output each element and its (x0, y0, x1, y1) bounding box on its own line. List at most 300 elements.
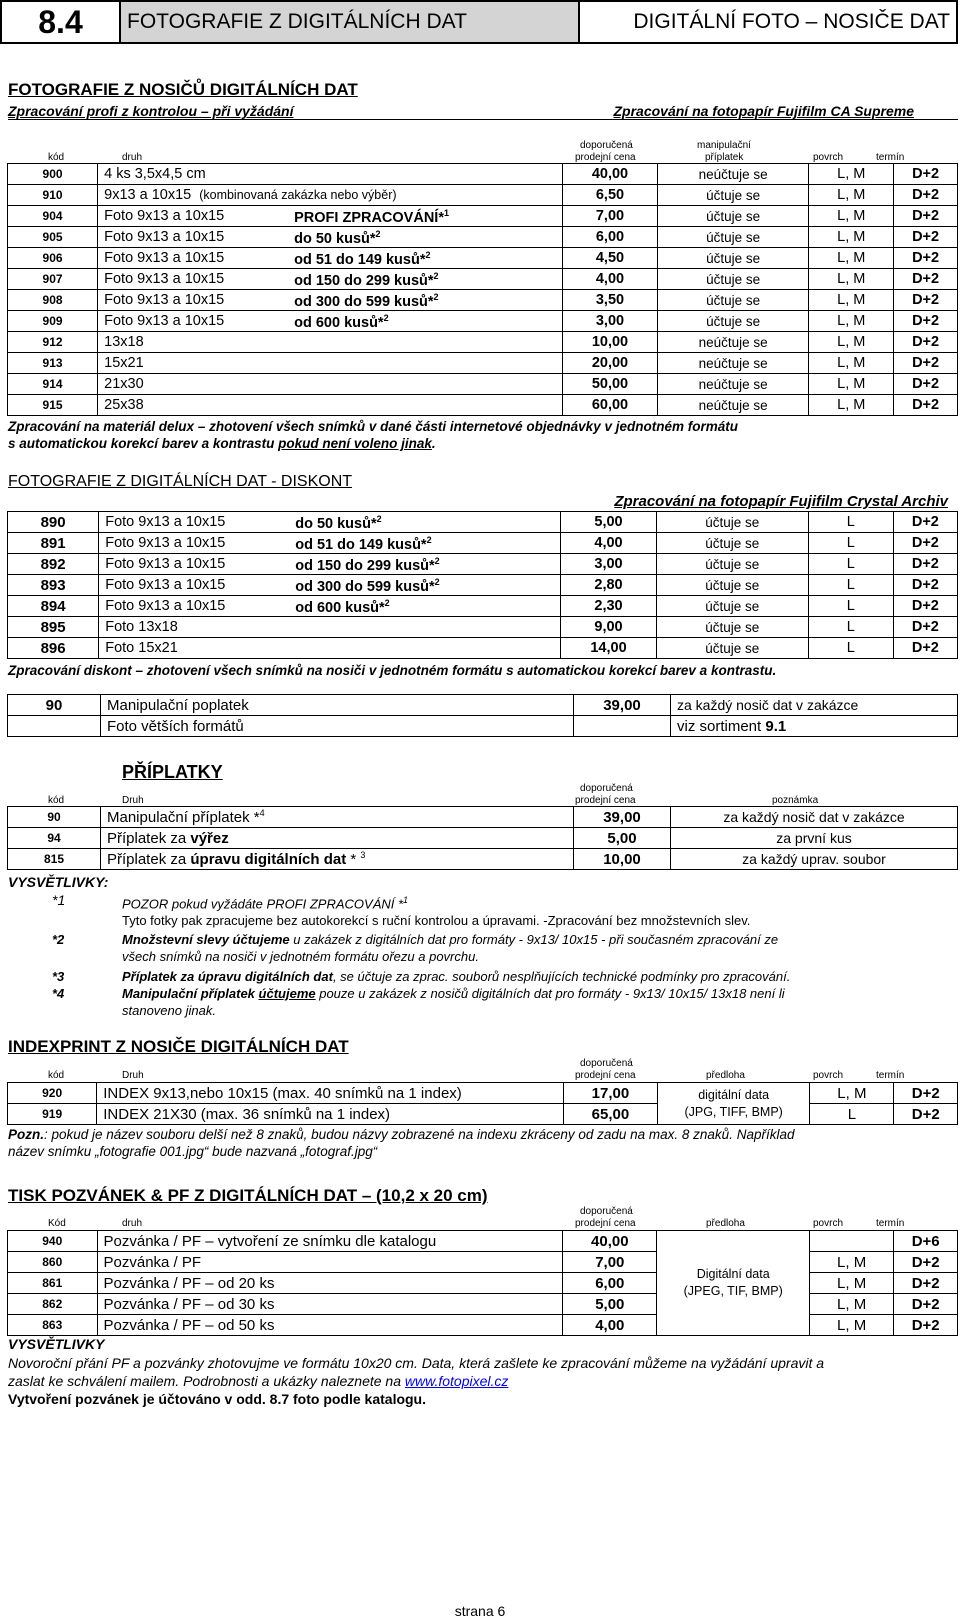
row-manip: účtuje se (656, 533, 808, 554)
row-price: 17,00 (563, 1083, 657, 1104)
row-description: INDEX 9x13,nebo 10x15 (max. 40 snímků na 1 index) (97, 1083, 564, 1104)
row-price: 5,00 (563, 1294, 657, 1315)
row-term: D+2 (894, 1294, 958, 1315)
row-term: D+2 (894, 1252, 958, 1273)
row-description: Pozvánka / PF – vytvoření ze snímku dle katalogu (97, 1231, 563, 1252)
row-manip: účtuje se (656, 575, 808, 596)
source-line-1: digitální data (698, 1087, 770, 1102)
section1-column-headers (0, 140, 960, 164)
row-surface: L, M (809, 164, 894, 185)
row-description (98, 395, 563, 416)
row-footnote-ref: 2 (434, 577, 440, 587)
row-term: D+2 (894, 1104, 958, 1125)
row-price: 14,00 (561, 638, 656, 659)
expl-t4c: stanoveno jinak. (122, 1003, 216, 1018)
row-footnote-ref: 2 (375, 229, 381, 239)
row-surface: L (808, 533, 893, 554)
table-row (8, 269, 958, 290)
row-footnote-ref: 2 (434, 556, 440, 566)
row-surface: L, M (809, 332, 894, 353)
row-code: 861 (8, 1273, 98, 1294)
section3-table (7, 806, 958, 870)
section3-title: PŘÍPLATKY (122, 762, 223, 782)
row-quantity: PROFI ZPRACOVÁNÍ* (294, 209, 444, 226)
section5-expl-line1: Novoroční přání PF a pozvánky zhotovujme ve formátu 10x20 cm. Data, která zašlete ke zpracování můžeme na vyžádání upravit a (8, 1355, 825, 1371)
row-format: Foto 13x18 (105, 619, 178, 635)
col-druh: druh (122, 152, 143, 163)
table-row (8, 849, 958, 870)
row-manip: účtuje se (657, 269, 809, 290)
section5-expl-text (8, 1354, 953, 1408)
manip-note: za každý nosič dat v zakázce (671, 695, 958, 716)
row-term: D+2 (894, 374, 958, 395)
row-price: 6,00 (563, 1273, 657, 1294)
empty-cell (8, 716, 101, 737)
row-code: 920 (8, 1083, 97, 1104)
row-format: Foto 9x13 a 10x15 (105, 577, 226, 593)
row-quantity: od 150 do 299 kusů* (294, 272, 434, 289)
row-description (98, 374, 563, 395)
row-description: Pozvánka / PF – od 20 ks (97, 1273, 563, 1294)
col-predloha: předloha (706, 1070, 745, 1081)
table-row (8, 353, 958, 374)
row-price: 65,00 (563, 1104, 657, 1125)
expl-t3-text: , se účtuje za zprac. souborů nesplňujících technické podmínky pro zpracování. (332, 969, 791, 984)
row-quantity: od 150 do 299 kusů* (295, 557, 435, 574)
row-description (101, 807, 574, 828)
col-cena-1: doporučená (580, 140, 633, 151)
row-manip: účtuje se (656, 554, 808, 575)
row-code: 893 (8, 575, 99, 596)
row-surface: L, M (809, 206, 894, 227)
explanations-title: VYSVĚTLIVKY: (8, 874, 109, 890)
row-surface: L, M (809, 185, 894, 206)
section5-expl-line2 (8, 1372, 953, 1390)
chapter-right-title: DIGITÁLNÍ FOTO – NOSIČE DAT (579, 1, 957, 43)
row-format: Foto 9x13 a 10x15 (105, 598, 226, 614)
row-code: 94 (8, 828, 101, 849)
row-description (98, 290, 563, 311)
row-manip: neúčtuje se (657, 332, 809, 353)
row-price: 10,00 (563, 332, 658, 353)
row-quantity: od 51 do 149 kusů* (295, 536, 427, 553)
col-kod: kód (48, 152, 65, 163)
row-quantity: od 600 kusů* (295, 599, 385, 616)
table-row (8, 1294, 958, 1315)
row-quantity-wrap (294, 292, 438, 310)
row-manip: účtuje se (657, 290, 809, 311)
table-row (8, 596, 958, 617)
expl-n2: *2 (52, 932, 65, 947)
row-code: 919 (8, 1104, 97, 1125)
row-quantity: od 600 kusů* (294, 314, 384, 331)
row-price: 3,50 (563, 290, 658, 311)
row-surface: L, M (809, 395, 894, 416)
table-row (8, 164, 958, 185)
row-term: D+2 (893, 512, 957, 533)
manip-note-2 (671, 716, 958, 737)
row-surface: L (810, 1104, 894, 1125)
col-povrch: povrch (813, 1070, 844, 1081)
row-footnote-ref: 2 (426, 535, 432, 545)
row-quantity-wrap (294, 229, 380, 247)
row-manip: neúčtuje se (657, 374, 809, 395)
row-quantity: do 50 kusů* (294, 230, 376, 247)
table-row (8, 554, 958, 575)
col-cena-2: prodejní cena (575, 1070, 636, 1081)
row-manip: neúčtuje se (657, 395, 809, 416)
col-termin: termín (876, 1218, 905, 1229)
row-term: D+2 (893, 638, 957, 659)
row-format: 25x38 (104, 397, 144, 413)
row-surface: L (808, 512, 893, 533)
row-quantity-wrap (295, 535, 431, 553)
table-row (8, 828, 958, 849)
row-footnote-ref: 1 (443, 208, 449, 218)
empty-cell (574, 716, 671, 737)
row-term: D+2 (894, 290, 958, 311)
table-row (8, 374, 958, 395)
row-label: Příplatek za (107, 829, 191, 847)
row-price: 6,00 (563, 227, 658, 248)
row-format: 4 ks 3,5x4,5 cm (104, 166, 206, 182)
row-source (658, 1083, 810, 1125)
col-manip-2: příplatek (705, 152, 744, 163)
table-row (8, 395, 958, 416)
source-line-1: Digitální data (696, 1267, 770, 1281)
row-label: Manipulační příplatek * (107, 809, 260, 826)
row-description: INDEX 21X30 (max. 36 snímků na 1 index) (97, 1104, 564, 1125)
row-surface: L, M (809, 248, 894, 269)
row-term: D+2 (893, 596, 957, 617)
col-povrch: povrch (813, 152, 844, 163)
row-term: D+2 (894, 206, 958, 227)
row-code: 914 (8, 374, 98, 395)
section1-note (8, 418, 738, 452)
col-predloha: předloha (706, 1218, 745, 1229)
row-code: 912 (8, 332, 98, 353)
table-row (8, 1231, 958, 1252)
section1-subtitle-right: Zpracování na fotopapír Fujifilm CA Supreme (613, 103, 914, 119)
expl-text: zaslat ke schválení mailem. Podrobnosti a ukázky naleznete na (8, 1373, 405, 1389)
col-manip-1: manipulační (697, 140, 751, 151)
page-header (0, 0, 958, 44)
table-row (8, 1252, 958, 1273)
row-surface: L, M (809, 290, 894, 311)
row-code: 891 (8, 533, 99, 554)
row-term: D+2 (893, 533, 957, 554)
col-cena-1: doporučená (580, 1206, 633, 1217)
row-surface: L (808, 575, 893, 596)
col-kod: kód (48, 1070, 65, 1081)
row-note: za každý uprav. soubor (671, 849, 958, 870)
row-code: 913 (8, 353, 98, 374)
manip-price: 39,00 (574, 695, 671, 716)
section3-column-headers (0, 783, 960, 807)
row-note: za první kus (671, 828, 958, 849)
manip-label-2: Foto větších formátů (101, 716, 574, 737)
table-row (8, 716, 958, 737)
expl-t1-sup: 1 (403, 895, 409, 905)
row-code: 915 (8, 395, 98, 416)
expl-t3-bold: Příplatek za úpravu digitálních dat (122, 969, 333, 984)
row-description (98, 332, 563, 353)
col-cena-2: prodejní cena (575, 152, 636, 163)
table-row (8, 311, 958, 332)
expl-t4-underlined: účtujeme (258, 986, 316, 1001)
row-format: Foto 9x13 a 10x15 (105, 514, 226, 530)
row-format: Foto 9x13 a 10x15 (104, 271, 225, 287)
col-termin: termín (876, 152, 905, 163)
row-term: D+2 (894, 311, 958, 332)
table-row (8, 617, 958, 638)
row-surface: L (808, 617, 893, 638)
table-row (8, 185, 958, 206)
row-footnote-ref: 2 (384, 598, 390, 608)
row-surface: L, M (809, 269, 894, 290)
row-description (98, 353, 563, 374)
row-format: Foto 15x21 (105, 640, 178, 656)
row-term: D+2 (894, 164, 958, 185)
row-surface (809, 1231, 893, 1252)
row-quantity-wrap (294, 208, 449, 226)
source-line-2: (JPEG, TIF, BMP) (683, 1284, 783, 1298)
table-row (8, 1083, 958, 1104)
row-description: Pozvánka / PF – od 30 ks (97, 1294, 563, 1315)
row-description (98, 164, 563, 185)
col-druh: Druh (122, 1070, 144, 1081)
manip-note-2a: viz sortiment (677, 717, 766, 735)
row-code: 909 (8, 311, 98, 332)
row-term: D+2 (894, 185, 958, 206)
row-format: 21x30 (104, 376, 144, 392)
row-price: 4,50 (563, 248, 658, 269)
expl-n3: *3 (52, 969, 65, 984)
row-quantity-wrap (295, 556, 439, 574)
row-footnote-ref: 2 (376, 514, 382, 524)
row-format: Foto 9x13 a 10x15 (104, 292, 225, 308)
row-price: 5,00 (561, 512, 656, 533)
section4-table (7, 1082, 958, 1125)
row-code: 900 (8, 164, 98, 185)
manip-note-2b: 9.1 (765, 717, 787, 735)
col-kod: Kód (48, 1218, 66, 1229)
expl-t1-text: POZOR pokud vyžádáte PROFI ZPRACOVÁNÍ * (122, 896, 404, 912)
col-povrch: povrch (813, 1218, 844, 1229)
row-description (98, 206, 563, 227)
table-row (8, 227, 958, 248)
section4-note (8, 1126, 794, 1160)
note-part: s automatickou korekcí barev a kontrastu (8, 436, 279, 451)
row-quantity-wrap (295, 598, 389, 616)
row-description (99, 533, 561, 554)
row-description (99, 575, 561, 596)
row-format: Foto 9x13 a 10x15 (104, 208, 225, 224)
row-code: 896 (8, 638, 99, 659)
row-code: 892 (8, 554, 99, 575)
row-price: 39,00 (574, 807, 671, 828)
row-quantity: (kombinovaná zakázka nebo výběr) (199, 188, 397, 202)
note-end: . (431, 436, 436, 451)
row-format: Foto 9x13 a 10x15 (105, 556, 226, 572)
row-description (99, 596, 561, 617)
section5-title: TISK POZVÁNEK & PF Z DIGITÁLNÍCH DAT – (10,2 x 20 cm) (8, 1186, 488, 1205)
expl-n4: *4 (52, 986, 65, 1001)
row-surface: L (808, 638, 893, 659)
row-description (98, 269, 563, 290)
col-kod: kód (48, 795, 65, 806)
table-row (8, 807, 958, 828)
section2-title: FOTOGRAFIE Z DIGITÁLNÍCH DAT - DISKONT (8, 473, 353, 490)
expl-t4-bold: Manipulační příplatek (122, 986, 259, 1001)
row-manip: účtuje se (656, 638, 808, 659)
table-row (8, 206, 958, 227)
chapter-title: FOTOGRAFIE Z DIGITÁLNÍCH DAT (120, 1, 579, 43)
row-source (657, 1231, 810, 1336)
row-price: 20,00 (563, 353, 658, 374)
row-price: 6,50 (563, 185, 658, 206)
expl-t3 (122, 968, 790, 985)
expl-t1 (122, 892, 408, 912)
table-row (8, 332, 958, 353)
pozn-text: : pokud je název souboru delší než 8 znaků, budou názvy zobrazené na indexu zkráceny od zadu na max. 8 znaků. Například (44, 1127, 795, 1142)
row-manip: neúčtuje se (657, 164, 809, 185)
row-manip: účtuje se (657, 185, 809, 206)
expl-t4 (122, 985, 785, 1002)
row-term: D+2 (893, 554, 957, 575)
row-code: 904 (8, 206, 98, 227)
chapter-number: 8.4 (1, 1, 120, 43)
row-manip: účtuje se (657, 311, 809, 332)
fotopixel-link[interactable]: www.fotopixel.cz (404, 1373, 509, 1389)
row-term: D+2 (893, 617, 957, 638)
row-quantity-wrap (294, 313, 388, 331)
row-term: D+2 (894, 248, 958, 269)
row-footnote-ref: 4 (259, 808, 265, 818)
section1-rule (8, 119, 958, 120)
table-row (8, 248, 958, 269)
table-row (8, 695, 958, 716)
section4-note-line2: název snímku „fotografie 001.jpg“ bude nazvaná „fotograf.jpg“ (8, 1144, 378, 1159)
row-term: D+2 (894, 395, 958, 416)
row-code: 906 (8, 248, 98, 269)
row-quantity-wrap (294, 250, 430, 268)
row-price: 60,00 (563, 395, 658, 416)
table-row (8, 512, 958, 533)
row-surface: L (808, 554, 893, 575)
row-term: D+2 (894, 227, 958, 248)
row-surface: L (808, 596, 893, 617)
row-code: 90 (8, 807, 101, 828)
row-description (99, 512, 561, 533)
manip-code: 90 (8, 695, 101, 716)
row-surface: L, M (809, 311, 894, 332)
row-description (98, 185, 563, 206)
row-surface: L, M (809, 1294, 893, 1315)
expl-n1: *1 (52, 892, 66, 908)
col-druh: Druh (122, 795, 144, 806)
row-format: 9x13 a 10x15 (104, 187, 192, 203)
row-format: Foto 9x13 a 10x15 (105, 535, 226, 551)
section2-table (7, 511, 958, 659)
row-format: Foto 9x13 a 10x15 (104, 250, 225, 266)
row-price: 40,00 (563, 1231, 657, 1252)
row-price: 3,00 (563, 311, 658, 332)
table-row (8, 1315, 958, 1336)
row-footnote-ref: 2 (383, 313, 389, 323)
row-price: 5,00 (574, 828, 671, 849)
table-row (8, 1104, 958, 1125)
row-footnote-ref: 2 (433, 292, 439, 302)
row-term: D+2 (894, 269, 958, 290)
row-term: D+6 (894, 1231, 958, 1252)
row-quantity-wrap (295, 577, 439, 595)
row-term: D+2 (894, 1273, 958, 1294)
row-price: 4,00 (563, 1315, 657, 1336)
row-term: D+2 (894, 1083, 958, 1104)
expl-t2-text: u zakázek z digitálních dat pro formáty - 9x13/ 10x15 - při současném zpracování ze (289, 932, 779, 947)
row-manip: účtuje se (657, 227, 809, 248)
expl-t2 (122, 931, 922, 948)
row-price: 4,00 (563, 269, 658, 290)
row-surface: L, M (809, 1273, 893, 1294)
row-price: 4,00 (561, 533, 656, 554)
col-cena-2: prodejní cena (575, 1218, 636, 1229)
row-manip: účtuje se (656, 596, 808, 617)
row-price: 9,00 (561, 617, 656, 638)
row-code: 910 (8, 185, 98, 206)
row-description (101, 849, 574, 870)
row-code: 940 (8, 1231, 98, 1252)
row-quantity: do 50 kusů* (295, 515, 377, 532)
row-description (98, 248, 563, 269)
row-price: 2,80 (561, 575, 656, 596)
row-manip: účtuje se (656, 512, 808, 533)
row-quantity: od 300 do 599 kusů* (294, 293, 434, 310)
row-format: Foto 9x13 a 10x15 (104, 313, 225, 329)
row-footnote-ref: 3 (360, 850, 366, 860)
row-description: Pozvánka / PF (97, 1252, 563, 1273)
row-format: 13x18 (104, 334, 144, 350)
table-row (8, 638, 958, 659)
row-price: 7,00 (563, 206, 658, 227)
row-price: 50,00 (563, 374, 658, 395)
col-poznamka: poznámka (772, 795, 819, 806)
row-code: 890 (8, 512, 99, 533)
row-price: 2,30 (561, 596, 656, 617)
source-line-2: (JPG, TIFF, BMP) (684, 1104, 783, 1119)
row-quantity: od 51 do 149 kusů* (294, 251, 426, 268)
row-quantity: od 300 do 599 kusů* (295, 578, 435, 595)
section1-subtitle-left: Zpracování profi z kontrolou – při vyžádání (8, 103, 294, 119)
row-description (101, 828, 574, 849)
row-star: * (346, 851, 361, 868)
row-footnote-ref: 2 (425, 250, 431, 260)
row-label-bold: úpravu digitálních dat (190, 851, 347, 868)
section4-note-line1 (8, 1126, 794, 1143)
section5-expl-title: VYSVĚTLIVKY (8, 1336, 105, 1352)
row-price: 7,00 (563, 1252, 657, 1273)
row-price: 40,00 (563, 164, 658, 185)
row-surface: L, M (809, 1315, 893, 1336)
row-description: Pozvánka / PF – od 50 ks (97, 1315, 563, 1336)
section5-column-headers (0, 1206, 960, 1230)
section4-title: INDEXPRINT Z NOSIČE DIGITÁLNÍCH DAT (8, 1037, 349, 1056)
row-footnote-ref: 2 (433, 271, 439, 281)
row-term: D+2 (894, 1315, 958, 1336)
section1-table (7, 163, 958, 416)
table-row (8, 290, 958, 311)
